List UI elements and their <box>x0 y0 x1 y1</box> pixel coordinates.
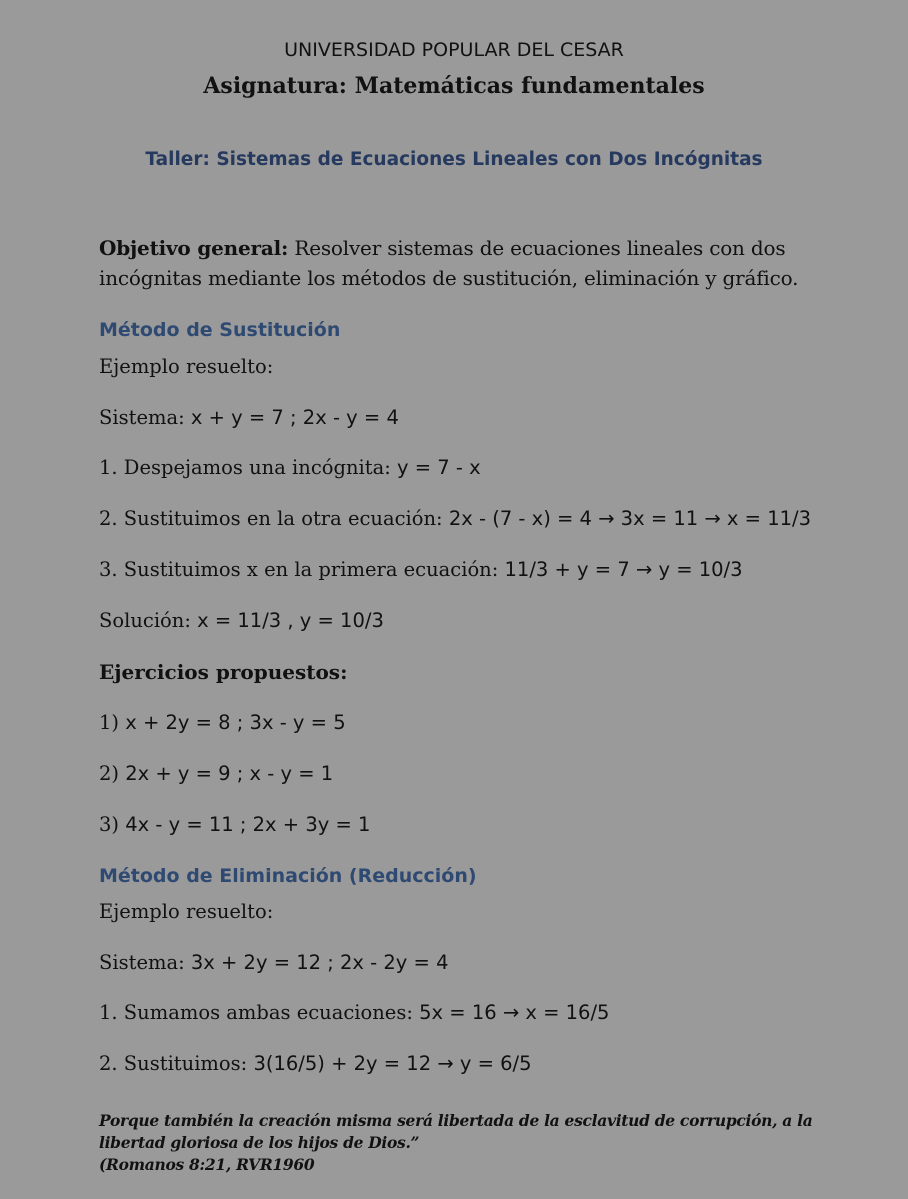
step-text: 2. Sustituimos: <box>99 1052 248 1075</box>
step-text: 1. Sumamos ambas ecuaciones: <box>99 1001 413 1024</box>
exercise-item <box>99 762 333 785</box>
exercise-number: 2) <box>99 762 120 785</box>
university-title: UNIVERSIDAD POPULAR DEL CESAR <box>284 39 624 61</box>
substitution-step-2 <box>99 507 811 530</box>
step-math: 2x - (7 - x) = 4 → 3x = 11 → x = 11/3 <box>448 507 811 530</box>
step-math: 5x = 16 → x = 16/5 <box>419 1001 610 1024</box>
substitution-step-3 <box>99 558 743 581</box>
subject-title: Asignatura: Matemáticas fundamentales <box>203 73 705 99</box>
quote-reference: (Romanos 8:21, RVR1960 <box>99 1155 315 1174</box>
elimination-example-label: Ejemplo resuelto: <box>99 900 274 923</box>
quote-line-2: libertad gloriosa de los hijos de Dios.” <box>99 1133 420 1152</box>
step-text: 3. Sustituimos x en la primera ecuación: <box>99 558 499 581</box>
system-label: Sistema: <box>99 406 185 429</box>
substitution-solution <box>99 609 384 632</box>
system-equations: 3x + 2y = 12 ; 2x - 2y = 4 <box>190 951 449 974</box>
step-math: y = 7 - x <box>397 456 481 479</box>
system-label: Sistema: <box>99 951 185 974</box>
objective-label: Objetivo general: <box>99 236 289 260</box>
elimination-step-2 <box>99 1052 532 1075</box>
exercise-math: x + 2y = 8 ; 3x - y = 5 <box>125 711 346 734</box>
step-text: 1. Despejamos una incógnita: <box>99 456 391 479</box>
step-math: 3(16/5) + 2y = 12 → y = 6/5 <box>253 1052 532 1075</box>
objective-paragraph <box>99 233 859 293</box>
exercise-math: 4x - y = 11 ; 2x + 3y = 1 <box>125 813 371 836</box>
system-equations: x + y = 7 ; 2x - y = 4 <box>190 406 399 429</box>
substitution-example-label: Ejemplo resuelto: <box>99 355 274 378</box>
objective-text: Resolver sistemas de ecuaciones lineales con dos incógnitas mediante los métodos de sustitución, eliminación y gráfico. <box>99 236 799 290</box>
workshop-title: Taller: Sistemas de Ecuaciones Lineales con Dos Incógnitas <box>145 149 763 170</box>
exercise-number: 3) <box>99 813 120 836</box>
bible-quote <box>99 1110 812 1176</box>
substitution-system-line <box>99 406 399 429</box>
exercises-title: Ejercicios propuestos: <box>99 660 348 684</box>
quote-line-1: Porque también la creación misma será libertada de la esclavitud de corrupción, a la <box>99 1111 813 1130</box>
solution-label: Solución: <box>99 609 191 632</box>
step-math: 11/3 + y = 7 → y = 10/3 <box>504 558 743 581</box>
exercise-item <box>99 813 370 836</box>
step-text: 2. Sustituimos en la otra ecuación: <box>99 507 443 530</box>
elimination-step-1 <box>99 1001 609 1024</box>
section-title-substitution: Método de Sustitución <box>99 319 341 341</box>
solution-math: x = 11/3 , y = 10/3 <box>197 609 384 632</box>
substitution-step-1 <box>99 456 481 479</box>
elimination-system-line <box>99 951 449 974</box>
section-title-elimination: Método de Eliminación (Reducción) <box>99 865 477 887</box>
exercise-item <box>99 711 346 734</box>
exercise-math: 2x + y = 9 ; x - y = 1 <box>125 762 334 785</box>
exercise-number: 1) <box>99 711 120 734</box>
